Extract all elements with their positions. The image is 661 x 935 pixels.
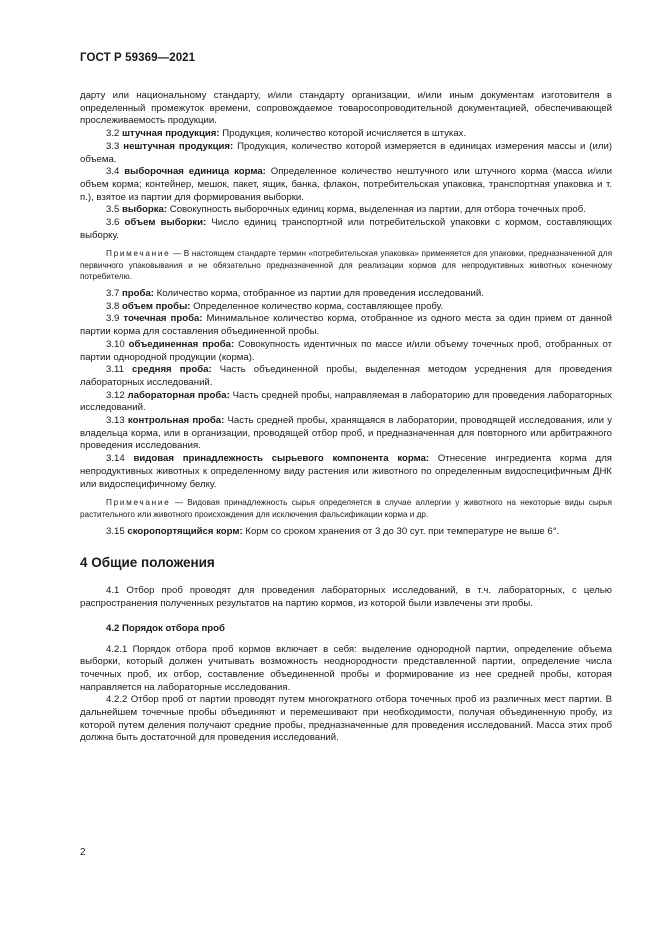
term-name: объем пробы: bbox=[122, 300, 191, 312]
paragraph-4-1: 4.1 Отбор проб проводят для проведения лабораторных исследований, в т.ч. лабораторных, с целью распространения полученных результатов на партию кормов, из которой были извлечены эти пробы. bbox=[80, 585, 612, 610]
note-label: Примечание bbox=[106, 249, 171, 259]
term-3-4: 3.4 выборочная единица корма: Определенное количество нештучного или штучного корма (масса и/или объем корма; контейнер, мешок, пакет, ящик, банка, флакон, потребительская упаковка, транспортная упаковка и т. п.), взятое из партии для формирования выборки. bbox=[80, 166, 613, 203]
note-label: Примечание bbox=[106, 498, 171, 508]
term-name: проба: bbox=[122, 288, 154, 300]
term-name: видовая принадлежность сырьевого компонента корма: bbox=[133, 453, 430, 465]
term-3-3: 3.3 нештучная продукция: Продукция, количество которой измеряется в единицах измерения массы и (или) объема. bbox=[80, 140, 613, 165]
term-name: точечная проба: bbox=[123, 313, 203, 325]
term-3-6: 3.6 объем выборки: Число единиц транспортной или потребительской упаковки с кормом, составляющих выборку. bbox=[80, 217, 612, 241]
paragraph-4-2-2: 4.2.2 Отбор проб от партии проводят путем многократного отбора точечных проб из различных мест партии. В дальнейшем точечные пробы объединяют и перемешивают при необходимости, получая объединенную пробу, из которой путем деления получают средние пробы, предназначенные для проведения исследований. Масса этих проб должна быть достаточной для проведения исследований. bbox=[80, 694, 612, 744]
note-2: Примечание — Видовая принадлежность сырья определяется в случае аллергии у животного на некоторые виды сырья растительного или животного происхождения для исключения фальсификации корма и др. bbox=[80, 498, 612, 519]
term-name: средняя проба: bbox=[132, 364, 212, 376]
term-name: нештучная продукция: bbox=[123, 140, 234, 152]
paragraph-continuation: дарту или национальному стандарту, и/или стандарту организации, и/или иным документам изготовителя в определенный промежуток времени, сопровождаемое товаросопроводительной документацией, обеспечивающей прослеживаемость продукции. bbox=[80, 90, 612, 127]
page-number: 2 bbox=[80, 847, 86, 858]
term-name: скоропортящийся корм: bbox=[127, 525, 243, 537]
term-name: объем выборки: bbox=[124, 217, 207, 229]
term-3-8: 3.8 объем пробы: Определенное количество корма, составляющее пробу. bbox=[106, 300, 444, 312]
term-name: контрольная проба: bbox=[127, 415, 225, 427]
term-3-14: 3.14 видовая принадлежность сырьевого компонента корма: Отнесение ингредиента корма для непродуктивных животных к определенному виду растения или животного по определенным видоспецифичным ДНК или видоспецифичному белку. bbox=[80, 453, 612, 490]
term-3-13: 3.13 контрольная проба: Часть средней пробы, хранящаяся в лаборатории, проводящей исследования, или у владельца корма, или в организации, проводящей отбор проб, и предназначенная для повторного или арбитражного проведения исследования. bbox=[80, 415, 612, 452]
term-name: выборочная единица корма: bbox=[124, 166, 266, 178]
term-3-15: 3.15 скоропортящийся корм: Корм со сроком хранения от 3 до 30 сут. при температуре не выше 6°. bbox=[106, 525, 560, 537]
standard-header: ГОСТ Р 59369—2021 bbox=[80, 52, 196, 64]
document-body bbox=[80, 90, 612, 745]
note-1: Примечание — В настоящем стандарте термин «потребительская упаковка» применяется для упаковки, предназначенной для первичного упаковывания и не обязательно предназначенной для реализации кормов для непродуктивных животных конечному потребителю. bbox=[80, 249, 612, 281]
term-3-2: 3.2 штучная продукция: Продукция, количество которой исчисляется в штуках. bbox=[106, 128, 467, 140]
section-4-title: 4 Общие положения bbox=[80, 555, 215, 571]
term-3-12: 3.12 лабораторная проба: Часть средней пробы, направляемая в лабораторию для проведения лабораторных исследований. bbox=[80, 389, 612, 414]
paragraph-4-2-1: 4.2.1 Порядок отбора проб кормов включает в себя: выделение однородной партии, определение объема выборки, который должен учитывать возможность неоднородности представленной партии, определение числа точечных проб, их отбор, составление объединенной пробы и формирование из нее средней пробы, которая направляется на лабораторные исследования. bbox=[80, 643, 612, 693]
subsection-4-2-title: 4.2 Порядок отбора проб bbox=[106, 622, 225, 634]
term-name: штучная продукция: bbox=[122, 128, 220, 140]
term-3-7: 3.7 проба: Количество корма, отобранное из партии для проведения исследований. bbox=[106, 288, 484, 300]
term-3-11: 3.11 средняя проба: Часть объединенной пробы, выделенная методом усреднения для проведения лабораторных исследований. bbox=[80, 364, 613, 388]
term-name: объединенная проба: bbox=[128, 338, 235, 350]
term-3-9: 3.9 точечная проба: Минимальное количество корма, отобранное из одного места за один прием от данной партии корма для составления объединенной пробы. bbox=[80, 313, 613, 338]
term-3-5: 3.5 выборка: Совокупность выборочных единиц корма, выделенная из партии, для отбора точечных проб. bbox=[106, 204, 586, 216]
term-name: выборка: bbox=[122, 204, 168, 216]
term-3-10: 3.10 объединенная проба: Совокупность идентичных по массе и/или объему точечных проб, отобранных от партии однородной продукции (корма). bbox=[80, 338, 612, 363]
term-name: лабораторная проба: bbox=[127, 389, 230, 401]
